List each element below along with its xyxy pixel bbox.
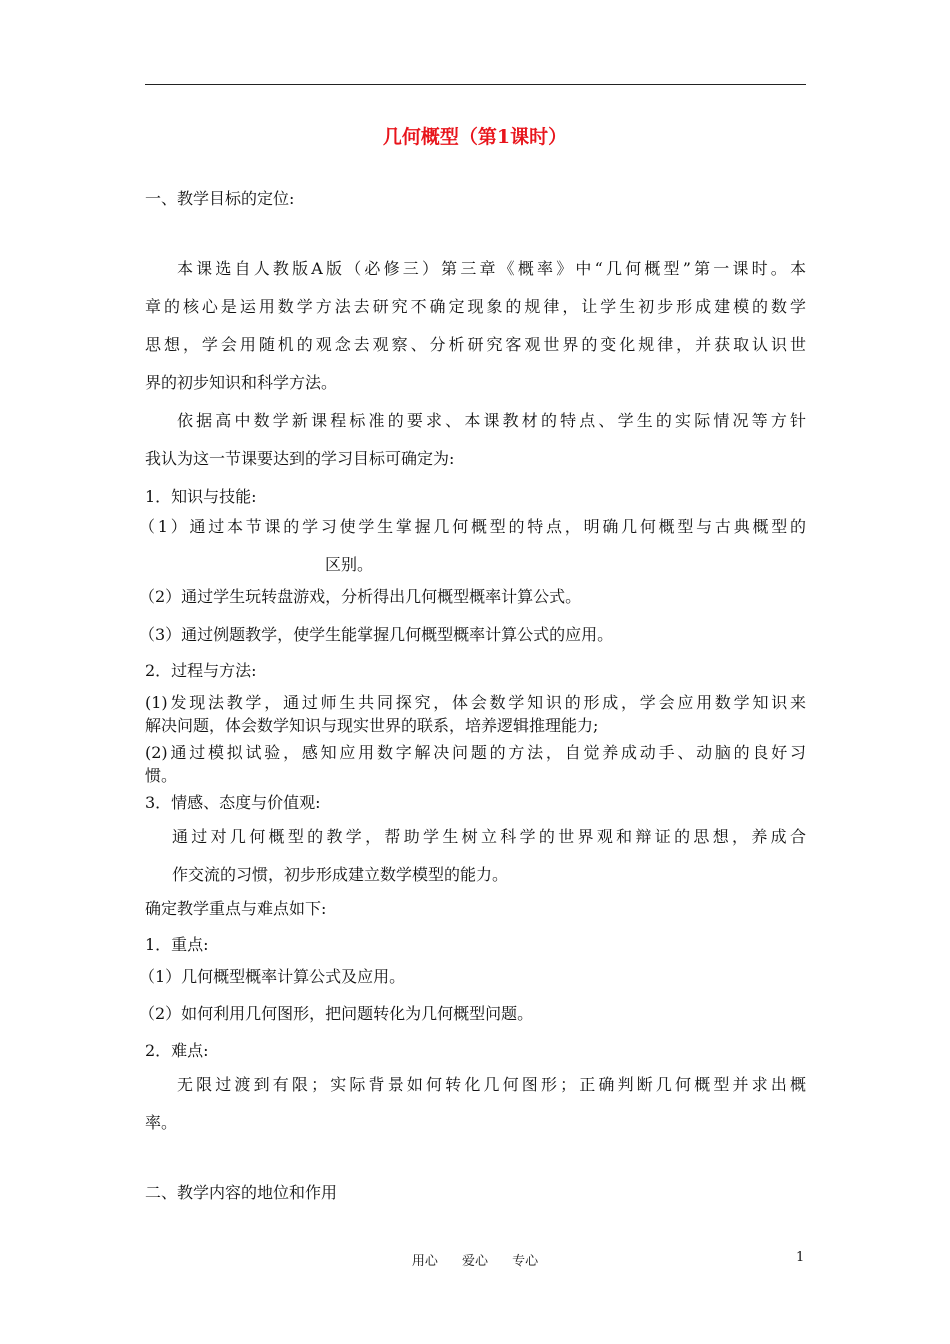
item-2-2-line-2: 惯。 xyxy=(145,766,178,785)
paragraph-1-line-1: 本课选自人教版A版（必修三）第三章《概率》中“几何概型”第一课时。本 xyxy=(177,259,806,278)
confirm-heading: 确定教学重点与难点如下: xyxy=(145,899,327,918)
item-3-line-2: 作交流的习惯，初步形成建立数学模型的能力。 xyxy=(172,865,509,884)
difficulty-heading: 2．难点: xyxy=(145,1041,209,1060)
paragraph-1-line-4: 界的初步知识和科学方法。 xyxy=(145,373,338,392)
header-rule xyxy=(145,84,806,85)
page-number: 1 xyxy=(796,1250,805,1265)
paragraph-1-line-2: 章的核心是运用数学方法去研究不确定现象的规律，让学生初步形成建模的数学 xyxy=(145,297,806,316)
footer-word-3: 专心 xyxy=(512,1254,539,1269)
footer-motto xyxy=(0,1250,950,1269)
key-point-2: （2）如何利用几何图形，把问题转化为几何概型问题。 xyxy=(139,1004,534,1023)
document-title: 几何概型（第1课时） xyxy=(382,126,568,148)
difficulty-line-1: 无限过渡到有限；实际背景如何转化几何图形；正确判断几何概型并求出概 xyxy=(177,1075,806,1094)
item-1-1-line-2: 区别。 xyxy=(325,555,374,574)
footer-word-2: 爱心 xyxy=(461,1254,488,1269)
footer-word-1: 用心 xyxy=(411,1254,438,1269)
paragraph-2-line-1: 依据高中数学新课程标准的要求、本课教材的特点、学生的实际情况等方针 xyxy=(177,411,806,430)
key-point-1: （1）几何概型概率计算公式及应用。 xyxy=(139,967,406,986)
item-2-1-line-2: 解决问题，体会数学知识与现实世界的联系，培养逻辑推理能力; xyxy=(145,716,599,735)
difficulty-line-2: 率。 xyxy=(145,1113,178,1132)
section-heading-2: 二、教学内容的地位和作用 xyxy=(145,1183,338,1202)
section-heading-1: 一、教学目标的定位: xyxy=(145,189,295,208)
key-point-heading: 1．重点: xyxy=(145,935,209,954)
paragraph-1-line-3: 思想，学会用随机的观念去观察、分析研究客观世界的变化规律，并获取认识世 xyxy=(145,335,806,354)
paragraph-2-line-2: 我认为这一节课要达到的学习目标可确定为: xyxy=(145,449,455,468)
item-1-2: （2）通过学生玩转盘游戏，分析得出几何概型概率计算公式。 xyxy=(139,587,582,606)
item-2-1-line-1: (1)发现法教学，通过师生共同探究，体会数学知识的形成，学会应用数学知识来 xyxy=(145,693,806,712)
item-3-heading: 3．情感、态度与价值观: xyxy=(145,793,321,812)
item-1-1-line-1: （1）通过本节课的学习使学生掌握几何概型的特点，明确几何概型与古典概型的 xyxy=(139,517,806,536)
item-2-2-line-1: (2)通过模拟试验，感知应用数字解决问题的方法，自觉养成动手、动脑的良好习 xyxy=(145,743,806,762)
item-3-line-1: 通过对几何概型的教学，帮助学生树立科学的世界观和辩证的思想，养成合 xyxy=(172,827,806,846)
item-1-heading: 1．知识与技能: xyxy=(145,487,257,506)
item-2-heading: 2．过程与方法: xyxy=(145,661,257,680)
item-1-3: （3）通过例题教学，使学生能掌握几何概型概率计算公式的应用。 xyxy=(139,625,614,644)
